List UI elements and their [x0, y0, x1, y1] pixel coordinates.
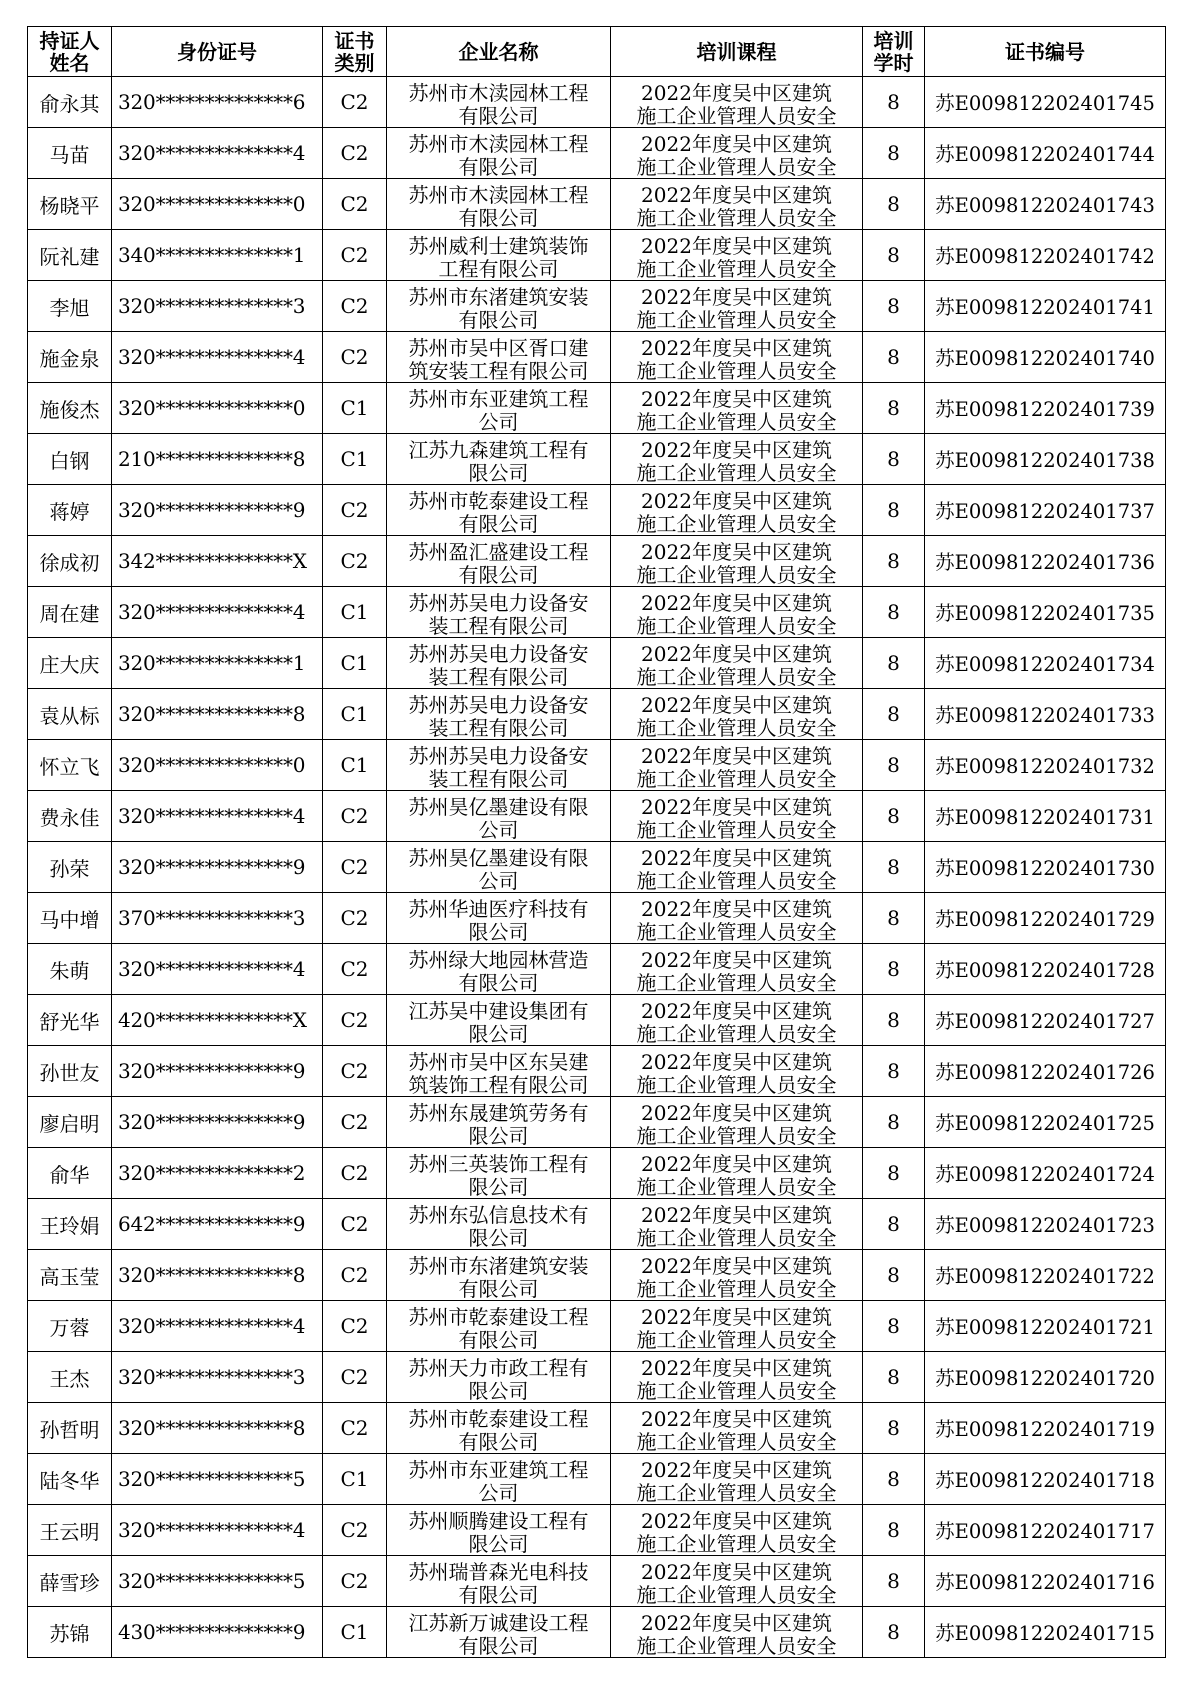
- hours-cell: 8: [863, 128, 925, 179]
- course-cell: 2022年度吴中区建筑施工企业管理人员安全: [611, 1097, 863, 1148]
- course-cell: 2022年度吴中区建筑施工企业管理人员安全: [611, 434, 863, 485]
- hours-cell: 8: [863, 1199, 925, 1250]
- cert-type-cell: C2: [323, 1556, 387, 1607]
- table-row: [28, 638, 1166, 689]
- cert-type-cell: C1: [323, 1454, 387, 1505]
- hours-cell: 8: [863, 383, 925, 434]
- table-row: [28, 1403, 1166, 1454]
- hours-cell: 8: [863, 740, 925, 791]
- cert-number-cell: 苏E009812202401726: [925, 1046, 1166, 1097]
- id-number-cell: 320**************3: [112, 281, 323, 332]
- cert-number-cell: 苏E009812202401724: [925, 1148, 1166, 1199]
- company-name-cell: 苏州东弘信息技术有限公司: [387, 1199, 611, 1250]
- cert-type-cell: C1: [323, 587, 387, 638]
- hours-cell: 8: [863, 842, 925, 893]
- col-header-cert-type: 证书类别: [323, 27, 387, 77]
- holder-name-cell: 马中增: [28, 893, 112, 944]
- course-cell: 2022年度吴中区建筑施工企业管理人员安全: [611, 179, 863, 230]
- id-number-cell: 320**************8: [112, 689, 323, 740]
- cert-number-cell: 苏E009812202401725: [925, 1097, 1166, 1148]
- id-number-cell: 420**************X: [112, 995, 323, 1046]
- table-row: [28, 77, 1166, 128]
- company-name-cell: 苏州顺腾建设工程有限公司: [387, 1505, 611, 1556]
- cert-number-cell: 苏E009812202401744: [925, 128, 1166, 179]
- holder-name-cell: 蒋婷: [28, 485, 112, 536]
- table-row: [28, 332, 1166, 383]
- course-cell: 2022年度吴中区建筑施工企业管理人员安全: [611, 536, 863, 587]
- holder-name-cell: 王杰: [28, 1352, 112, 1403]
- course-cell: 2022年度吴中区建筑施工企业管理人员安全: [611, 1454, 863, 1505]
- cert-type-cell: C2: [323, 944, 387, 995]
- cert-number-cell: 苏E009812202401723: [925, 1199, 1166, 1250]
- table-row: [28, 1148, 1166, 1199]
- holder-name-cell: 徐成初: [28, 536, 112, 587]
- col-header-cert-no: 证书编号: [925, 27, 1166, 77]
- table-row: [28, 179, 1166, 230]
- id-number-cell: 320**************0: [112, 179, 323, 230]
- table-row: [28, 1301, 1166, 1352]
- course-cell: 2022年度吴中区建筑施工企业管理人员安全: [611, 842, 863, 893]
- id-number-cell: 210**************8: [112, 434, 323, 485]
- table-row: [28, 128, 1166, 179]
- hours-cell: 8: [863, 1301, 925, 1352]
- col-header-hours: 培训学时: [863, 27, 925, 77]
- cert-number-cell: 苏E009812202401740: [925, 332, 1166, 383]
- table-row: [28, 1352, 1166, 1403]
- company-name-cell: 苏州市东亚建筑工程公司: [387, 1454, 611, 1505]
- cert-type-cell: C2: [323, 1505, 387, 1556]
- id-number-cell: 320**************4: [112, 128, 323, 179]
- cert-number-cell: 苏E009812202401728: [925, 944, 1166, 995]
- hours-cell: 8: [863, 1352, 925, 1403]
- company-name-cell: 苏州绿大地园林营造有限公司: [387, 944, 611, 995]
- table-row: [28, 281, 1166, 332]
- hours-cell: 8: [863, 893, 925, 944]
- cert-type-cell: C2: [323, 485, 387, 536]
- hours-cell: 8: [863, 587, 925, 638]
- holder-name-cell: 袁从标: [28, 689, 112, 740]
- cert-type-cell: C2: [323, 281, 387, 332]
- id-number-cell: 320**************4: [112, 944, 323, 995]
- hours-cell: 8: [863, 791, 925, 842]
- id-number-cell: 370**************3: [112, 893, 323, 944]
- id-number-cell: 320**************1: [112, 638, 323, 689]
- hours-cell: 8: [863, 281, 925, 332]
- hours-cell: 8: [863, 689, 925, 740]
- hours-cell: 8: [863, 1403, 925, 1454]
- company-name-cell: 苏州市东渚建筑安装有限公司: [387, 1250, 611, 1301]
- company-name-cell: 苏州市木渎园林工程有限公司: [387, 128, 611, 179]
- table-row: [28, 1556, 1166, 1607]
- cert-type-cell: C1: [323, 434, 387, 485]
- id-number-cell: 642**************9: [112, 1199, 323, 1250]
- course-cell: 2022年度吴中区建筑施工企业管理人员安全: [611, 485, 863, 536]
- company-name-cell: 苏州市木渎园林工程有限公司: [387, 77, 611, 128]
- holder-name-cell: 苏锦: [28, 1607, 112, 1658]
- cert-type-cell: C2: [323, 791, 387, 842]
- course-cell: 2022年度吴中区建筑施工企业管理人员安全: [611, 332, 863, 383]
- course-cell: 2022年度吴中区建筑施工企业管理人员安全: [611, 1607, 863, 1658]
- course-cell: 2022年度吴中区建筑施工企业管理人员安全: [611, 944, 863, 995]
- id-number-cell: 320**************4: [112, 1301, 323, 1352]
- holder-name-cell: 阮礼建: [28, 230, 112, 281]
- holder-name-cell: 朱萌: [28, 944, 112, 995]
- col-header-course: 培训课程: [611, 27, 863, 77]
- course-cell: 2022年度吴中区建筑施工企业管理人员安全: [611, 893, 863, 944]
- hours-cell: 8: [863, 1454, 925, 1505]
- cert-type-cell: C2: [323, 995, 387, 1046]
- hours-cell: 8: [863, 1148, 925, 1199]
- course-cell: 2022年度吴中区建筑施工企业管理人员安全: [611, 995, 863, 1046]
- course-cell: 2022年度吴中区建筑施工企业管理人员安全: [611, 1301, 863, 1352]
- company-name-cell: 苏州苏吴电力设备安装工程有限公司: [387, 638, 611, 689]
- course-cell: 2022年度吴中区建筑施工企业管理人员安全: [611, 77, 863, 128]
- company-name-cell: 苏州市东渚建筑安装有限公司: [387, 281, 611, 332]
- holder-name-cell: 孙世友: [28, 1046, 112, 1097]
- cert-type-cell: C1: [323, 638, 387, 689]
- cert-number-cell: 苏E009812202401720: [925, 1352, 1166, 1403]
- holder-name-cell: 施俊杰: [28, 383, 112, 434]
- holder-name-cell: 王玲娟: [28, 1199, 112, 1250]
- cert-number-cell: 苏E009812202401729: [925, 893, 1166, 944]
- holder-name-cell: 费永佳: [28, 791, 112, 842]
- holder-name-cell: 俞永其: [28, 77, 112, 128]
- holder-name-cell: 廖启明: [28, 1097, 112, 1148]
- cert-number-cell: 苏E009812202401722: [925, 1250, 1166, 1301]
- cert-number-cell: 苏E009812202401718: [925, 1454, 1166, 1505]
- cert-number-cell: 苏E009812202401715: [925, 1607, 1166, 1658]
- hours-cell: 8: [863, 1607, 925, 1658]
- id-number-cell: 320**************9: [112, 485, 323, 536]
- company-name-cell: 苏州市乾泰建设工程有限公司: [387, 485, 611, 536]
- holder-name-cell: 舒光华: [28, 995, 112, 1046]
- table-row: [28, 995, 1166, 1046]
- course-cell: 2022年度吴中区建筑施工企业管理人员安全: [611, 1250, 863, 1301]
- holder-name-cell: 孙荣: [28, 842, 112, 893]
- holder-name-cell: 陆冬华: [28, 1454, 112, 1505]
- table-row: [28, 944, 1166, 995]
- cert-type-cell: C2: [323, 1403, 387, 1454]
- course-cell: 2022年度吴中区建筑施工企业管理人员安全: [611, 1505, 863, 1556]
- cert-number-cell: 苏E009812202401734: [925, 638, 1166, 689]
- id-number-cell: 320**************5: [112, 1556, 323, 1607]
- course-cell: 2022年度吴中区建筑施工企业管理人员安全: [611, 638, 863, 689]
- cert-number-cell: 苏E009812202401741: [925, 281, 1166, 332]
- id-number-cell: 320**************9: [112, 1097, 323, 1148]
- hours-cell: 8: [863, 485, 925, 536]
- course-cell: 2022年度吴中区建筑施工企业管理人员安全: [611, 1046, 863, 1097]
- company-name-cell: 苏州苏吴电力设备安装工程有限公司: [387, 587, 611, 638]
- id-number-cell: 320**************2: [112, 1148, 323, 1199]
- cert-number-cell: 苏E009812202401730: [925, 842, 1166, 893]
- hours-cell: 8: [863, 1556, 925, 1607]
- company-name-cell: 苏州瑞普森光电科技有限公司: [387, 1556, 611, 1607]
- holder-name-cell: 薛雪珍: [28, 1556, 112, 1607]
- table-row: [28, 1250, 1166, 1301]
- cert-type-cell: C2: [323, 893, 387, 944]
- company-name-cell: 苏州苏吴电力设备安装工程有限公司: [387, 689, 611, 740]
- cert-number-cell: 苏E009812202401716: [925, 1556, 1166, 1607]
- course-cell: 2022年度吴中区建筑施工企业管理人员安全: [611, 689, 863, 740]
- company-name-cell: 苏州昊亿墨建设有限公司: [387, 791, 611, 842]
- id-number-cell: 320**************9: [112, 842, 323, 893]
- cert-type-cell: C2: [323, 536, 387, 587]
- certificate-table: [27, 26, 1166, 1658]
- course-cell: 2022年度吴中区建筑施工企业管理人员安全: [611, 1352, 863, 1403]
- id-number-cell: 320**************4: [112, 791, 323, 842]
- holder-name-cell: 马苗: [28, 128, 112, 179]
- id-number-cell: 320**************3: [112, 1352, 323, 1403]
- company-name-cell: 苏州市木渎园林工程有限公司: [387, 179, 611, 230]
- hours-cell: 8: [863, 179, 925, 230]
- company-name-cell: 江苏九森建筑工程有限公司: [387, 434, 611, 485]
- cert-type-cell: C2: [323, 230, 387, 281]
- col-header-company: 企业名称: [387, 27, 611, 77]
- table-row: [28, 791, 1166, 842]
- holder-name-cell: 李旭: [28, 281, 112, 332]
- table-row: [28, 740, 1166, 791]
- course-cell: 2022年度吴中区建筑施工企业管理人员安全: [611, 740, 863, 791]
- id-number-cell: 320**************5: [112, 1454, 323, 1505]
- course-cell: 2022年度吴中区建筑施工企业管理人员安全: [611, 128, 863, 179]
- holder-name-cell: 庄大庆: [28, 638, 112, 689]
- cert-type-cell: C1: [323, 689, 387, 740]
- cert-number-cell: 苏E009812202401738: [925, 434, 1166, 485]
- course-cell: 2022年度吴中区建筑施工企业管理人员安全: [611, 587, 863, 638]
- holder-name-cell: 孙哲明: [28, 1403, 112, 1454]
- table-row: [28, 1505, 1166, 1556]
- company-name-cell: 苏州昊亿墨建设有限公司: [387, 842, 611, 893]
- hours-cell: 8: [863, 332, 925, 383]
- course-cell: 2022年度吴中区建筑施工企业管理人员安全: [611, 1403, 863, 1454]
- table-row: [28, 587, 1166, 638]
- company-name-cell: 江苏吴中建设集团有限公司: [387, 995, 611, 1046]
- table-row: [28, 893, 1166, 944]
- cert-type-cell: C2: [323, 77, 387, 128]
- hours-cell: 8: [863, 230, 925, 281]
- id-number-cell: 340**************1: [112, 230, 323, 281]
- table-row: [28, 485, 1166, 536]
- cert-type-cell: C1: [323, 740, 387, 791]
- holder-name-cell: 俞华: [28, 1148, 112, 1199]
- table-row: [28, 1097, 1166, 1148]
- cert-number-cell: 苏E009812202401745: [925, 77, 1166, 128]
- col-header-name: 持证人姓名: [28, 27, 112, 77]
- table-row: [28, 1199, 1166, 1250]
- holder-name-cell: 杨晓平: [28, 179, 112, 230]
- course-cell: 2022年度吴中区建筑施工企业管理人员安全: [611, 281, 863, 332]
- table-row: [28, 536, 1166, 587]
- course-cell: 2022年度吴中区建筑施工企业管理人员安全: [611, 383, 863, 434]
- company-name-cell: 苏州市吴中区东吴建筑装饰工程有限公司: [387, 1046, 611, 1097]
- company-name-cell: 苏州天力市政工程有限公司: [387, 1352, 611, 1403]
- hours-cell: 8: [863, 434, 925, 485]
- company-name-cell: 苏州三英装饰工程有限公司: [387, 1148, 611, 1199]
- cert-type-cell: C1: [323, 383, 387, 434]
- cert-number-cell: 苏E009812202401727: [925, 995, 1166, 1046]
- table-row: [28, 434, 1166, 485]
- id-number-cell: 342**************X: [112, 536, 323, 587]
- hours-cell: 8: [863, 1097, 925, 1148]
- company-name-cell: 苏州东晟建筑劳务有限公司: [387, 1097, 611, 1148]
- holder-name-cell: 施金泉: [28, 332, 112, 383]
- cert-number-cell: 苏E009812202401721: [925, 1301, 1166, 1352]
- table-row: [28, 1607, 1166, 1658]
- cert-type-cell: C2: [323, 842, 387, 893]
- cert-number-cell: 苏E009812202401736: [925, 536, 1166, 587]
- id-number-cell: 430**************9: [112, 1607, 323, 1658]
- table-row: [28, 230, 1166, 281]
- company-name-cell: 苏州市东亚建筑工程公司: [387, 383, 611, 434]
- course-cell: 2022年度吴中区建筑施工企业管理人员安全: [611, 230, 863, 281]
- cert-type-cell: C2: [323, 1250, 387, 1301]
- course-cell: 2022年度吴中区建筑施工企业管理人员安全: [611, 1556, 863, 1607]
- id-number-cell: 320**************0: [112, 740, 323, 791]
- company-name-cell: 江苏新万诚建设工程有限公司: [387, 1607, 611, 1658]
- cert-number-cell: 苏E009812202401735: [925, 587, 1166, 638]
- company-name-cell: 苏州市乾泰建设工程有限公司: [387, 1403, 611, 1454]
- cert-type-cell: C1: [323, 1607, 387, 1658]
- cert-number-cell: 苏E009812202401731: [925, 791, 1166, 842]
- cert-number-cell: 苏E009812202401743: [925, 179, 1166, 230]
- hours-cell: 8: [863, 638, 925, 689]
- hours-cell: 8: [863, 536, 925, 587]
- cert-type-cell: C2: [323, 179, 387, 230]
- table-row: [28, 1454, 1166, 1505]
- id-number-cell: 320**************4: [112, 332, 323, 383]
- cert-type-cell: C2: [323, 1097, 387, 1148]
- company-name-cell: 苏州苏吴电力设备安装工程有限公司: [387, 740, 611, 791]
- id-number-cell: 320**************9: [112, 1046, 323, 1097]
- col-header-id: 身份证号: [112, 27, 323, 77]
- cert-type-cell: C2: [323, 128, 387, 179]
- id-number-cell: 320**************4: [112, 587, 323, 638]
- table-row: [28, 1046, 1166, 1097]
- hours-cell: 8: [863, 1250, 925, 1301]
- hours-cell: 8: [863, 1046, 925, 1097]
- id-number-cell: 320**************4: [112, 1505, 323, 1556]
- company-name-cell: 苏州市吴中区胥口建筑安装工程有限公司: [387, 332, 611, 383]
- id-number-cell: 320**************6: [112, 77, 323, 128]
- company-name-cell: 苏州华迪医疗科技有限公司: [387, 893, 611, 944]
- course-cell: 2022年度吴中区建筑施工企业管理人员安全: [611, 1148, 863, 1199]
- holder-name-cell: 白钢: [28, 434, 112, 485]
- cert-number-cell: 苏E009812202401737: [925, 485, 1166, 536]
- company-name-cell: 苏州市乾泰建设工程有限公司: [387, 1301, 611, 1352]
- cert-number-cell: 苏E009812202401717: [925, 1505, 1166, 1556]
- holder-name-cell: 周在建: [28, 587, 112, 638]
- holder-name-cell: 王云明: [28, 1505, 112, 1556]
- cert-number-cell: 苏E009812202401733: [925, 689, 1166, 740]
- table-row: [28, 689, 1166, 740]
- course-cell: 2022年度吴中区建筑施工企业管理人员安全: [611, 791, 863, 842]
- table-row: [28, 842, 1166, 893]
- cert-number-cell: 苏E009812202401739: [925, 383, 1166, 434]
- cert-number-cell: 苏E009812202401732: [925, 740, 1166, 791]
- holder-name-cell: 高玉莹: [28, 1250, 112, 1301]
- cert-type-cell: C2: [323, 1148, 387, 1199]
- cert-number-cell: 苏E009812202401719: [925, 1403, 1166, 1454]
- header-row: [28, 27, 1166, 77]
- id-number-cell: 320**************8: [112, 1403, 323, 1454]
- cert-type-cell: C2: [323, 1352, 387, 1403]
- id-number-cell: 320**************0: [112, 383, 323, 434]
- cert-type-cell: C2: [323, 1301, 387, 1352]
- company-name-cell: 苏州盈汇盛建设工程有限公司: [387, 536, 611, 587]
- holder-name-cell: 怀立飞: [28, 740, 112, 791]
- hours-cell: 8: [863, 995, 925, 1046]
- table-row: [28, 383, 1166, 434]
- hours-cell: 8: [863, 944, 925, 995]
- cert-type-cell: C2: [323, 1199, 387, 1250]
- cert-type-cell: C2: [323, 332, 387, 383]
- id-number-cell: 320**************8: [112, 1250, 323, 1301]
- cert-type-cell: C2: [323, 1046, 387, 1097]
- course-cell: 2022年度吴中区建筑施工企业管理人员安全: [611, 1199, 863, 1250]
- holder-name-cell: 万蓉: [28, 1301, 112, 1352]
- company-name-cell: 苏州威利士建筑装饰工程有限公司: [387, 230, 611, 281]
- hours-cell: 8: [863, 77, 925, 128]
- hours-cell: 8: [863, 1505, 925, 1556]
- cert-number-cell: 苏E009812202401742: [925, 230, 1166, 281]
